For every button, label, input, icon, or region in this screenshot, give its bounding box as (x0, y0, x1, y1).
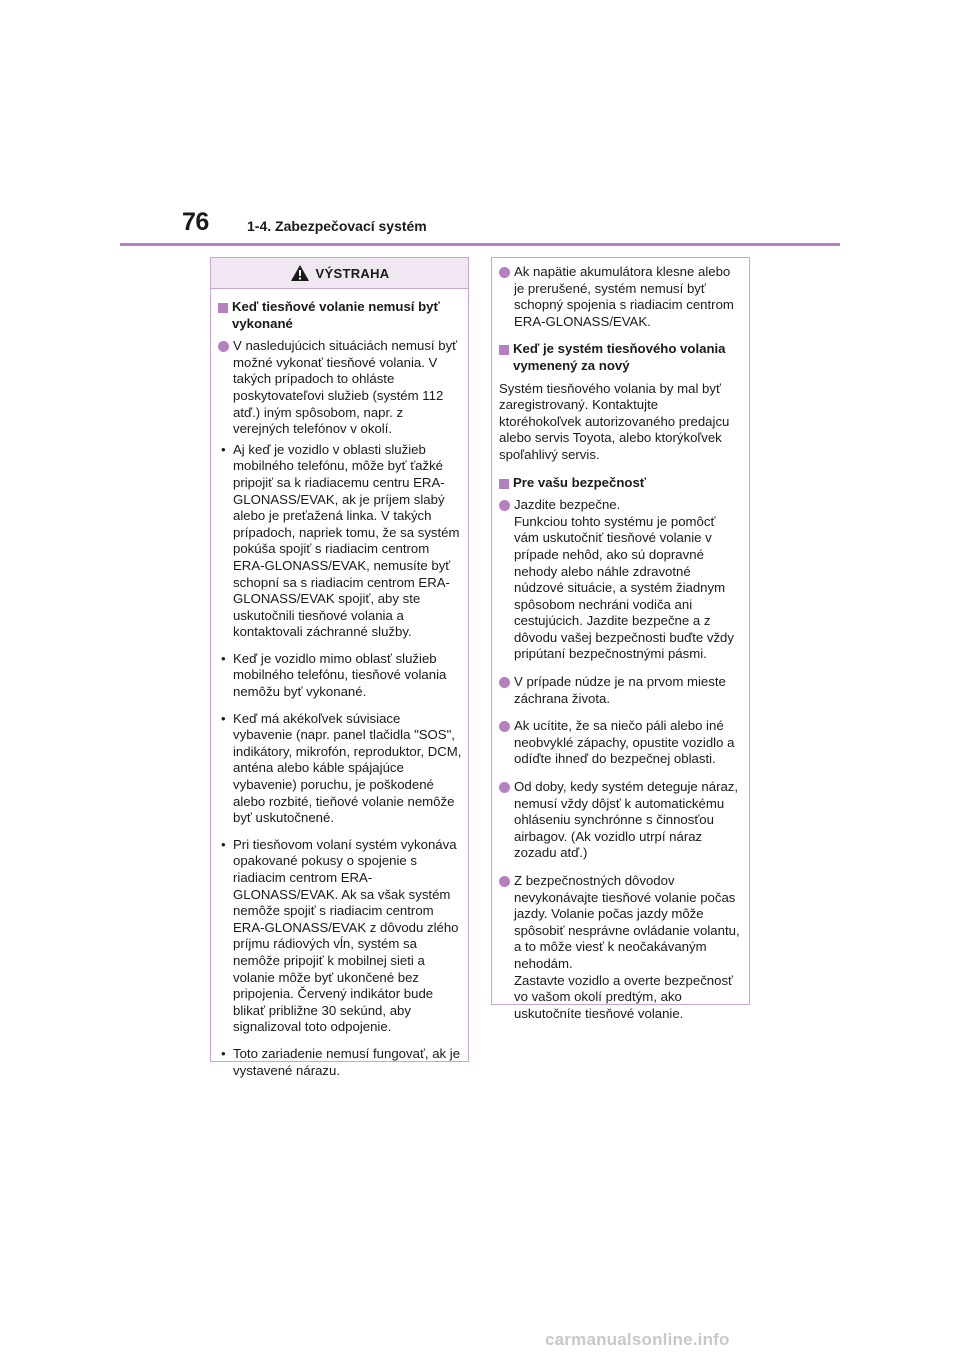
list-item: • Keď má akékoľvek súvisiace vybavenie (napr. panel tlačidla "SOS", indikátory, mikrofón, reproduktor, DCM, anténa alebo káble spájajúce vybavenie) poruchu, je poškodené alebo rozbité, tieňové volanie nemôže byť uskutočnené. (221, 710, 462, 826)
circle-bullet-icon (499, 876, 510, 887)
circle-bullet-icon (499, 500, 510, 511)
square-bullet-icon (218, 303, 228, 313)
list-marker: • (221, 836, 226, 852)
list-marker: • (221, 710, 226, 726)
safety-bullet: Z bezpečnostných dôvodov nevykonávajte tiesňové volanie počas jazdy. Volanie počas jazdy môže spôsobiť nesprávne ovládanie volantu, a to môže viesť k neočakávaným nehodám. Zastavte vozidlo a overte bezpečnosť vo vašom okolí predtým, ako uskutočníte tiesňové volanie. (499, 873, 743, 1022)
safety-bullet: Od doby, kedy systém deteguje náraz, nemusí vždy dôjsť k automatickému ohláseniu synchrónne s činnosťou airbagov. (Ak vozidlo utrpí náraz zozadu atď.) (499, 779, 743, 862)
warning-header (211, 258, 468, 289)
warning-triangle-icon (290, 264, 310, 282)
list-marker: • (221, 650, 226, 666)
list-marker: • (221, 441, 226, 457)
page-number: 76 (182, 208, 209, 236)
circle-bullet-icon (499, 267, 510, 278)
continuation-box (491, 257, 750, 1021)
continuation-content (492, 258, 749, 1022)
replacement-text: Systém tiesňového volania by mal byť zaregistrovaný. Kontaktujte ktoréhokoľvek autorizovaného predajcu alebo servis Toyota, alebo ktorýkoľvek spoľahlivý servis. (499, 380, 730, 462)
safety-bullet: Ak ucítite, že sa niečo páli alebo iné neobvyklé zápachy, opustite vozidlo a odíďte ihneď do bezpečnej oblasti. (499, 718, 743, 768)
circle-bullet-icon (218, 341, 229, 352)
warning-intro: V nasledujúcich situáciách nemusí byť možné vykonať tiesňové volania. V takých prípadoch to ohláste poskytovateľovi služieb (systém 112 atď.) iným spôsobom, napr. z verejných telefónov v okolí. (218, 338, 462, 438)
watermark: carmanualsonline.info (545, 1330, 730, 1349)
safety-bullet: Jazdite bezpečne. Funkciou tohto systému je pomôcť vám uskutočniť tiesňové volanie v prípade nehôd, ako sú dopravné nehody alebo náhle zdravotné núdzové situácie, a systém žiadnym spôsobom nechráni vodiča ani cestujúcich. Jazdite bezpečne a z dôvodu vašej bezpečnosti buďte vždy pripútaní bezpečnostnými pásmi. (499, 497, 743, 663)
list-item: • Aj keď je vozidlo v oblasti služieb mobilného telefónu, môže byť ťažké pripojiť sa k riadiacemu centru ERA-GLONASS/EVAK, ak je príjem slabý alebo je preťažená linka. V takých prípadoch, napriek tomu, že sa systém pokúša spojiť s riadiacim centrom ERA-GLONASS/EVAK, nemusíte byť schopní sa s riadiacim centrom ERA-GLONASS/EVAK spojiť, aby ste uskutočnili tiesňové volania a kontaktovali záchranné služby. (221, 441, 460, 640)
warning-content (211, 289, 468, 1079)
circle-bullet-icon (499, 677, 510, 688)
safety-heading: Pre vašu bezpečnosť (499, 475, 743, 492)
replacement-heading: Keď je systém tiesňového volania vymenený za nový (499, 341, 743, 374)
safety-bullet: V prípade núdze je na prvom mieste záchrana života. (499, 674, 743, 707)
square-bullet-icon (499, 345, 509, 355)
circle-bullet-icon (499, 782, 510, 793)
header-rule (120, 243, 840, 246)
list-item: • Pri tiesňovom volaní systém vykonáva opakované pokusy o spojenie s riadiacim centrom ERA-GLONASS/EVAK. Ak sa však systém nemôže spojiť s riadiacim centrom ERA-GLONASS/EVAK z dôvodu zlého príjmu rádiových vĺn, systém sa nemôže pripojiť k mobilnej sieti a volanie môže byť ukončené bez pripojenia. Červený indikátor bude blikať približne 30 sekúnd, aby signalizoval toto odpojenie. (221, 836, 459, 1035)
list-item: • Toto zariadenie nemusí fungovať, ak je vystavené nárazu. (221, 1045, 461, 1078)
circle-bullet-icon (499, 721, 510, 732)
warning-box (210, 257, 469, 1078)
square-bullet-icon (499, 479, 509, 489)
battery-bullet: Ak napätie akumulátora klesne alebo je prerušené, systém nemusí byť schopný spojenia s riadiacim centrom ERA-GLONASS/EVAK. (499, 264, 743, 330)
list-item: • Keď je vozidlo mimo oblasť služieb mobilného telefónu, tiesňové volania nemôžu byť vykonané. (221, 650, 447, 700)
warning-title: VÝSTRAHA (315, 265, 390, 281)
warning-heading: Keď tiesňové volanie nemusí byť vykonané (218, 299, 462, 332)
section-title: 1-4. Zabezpečovací systém (247, 218, 427, 234)
list-marker: • (221, 1045, 226, 1061)
